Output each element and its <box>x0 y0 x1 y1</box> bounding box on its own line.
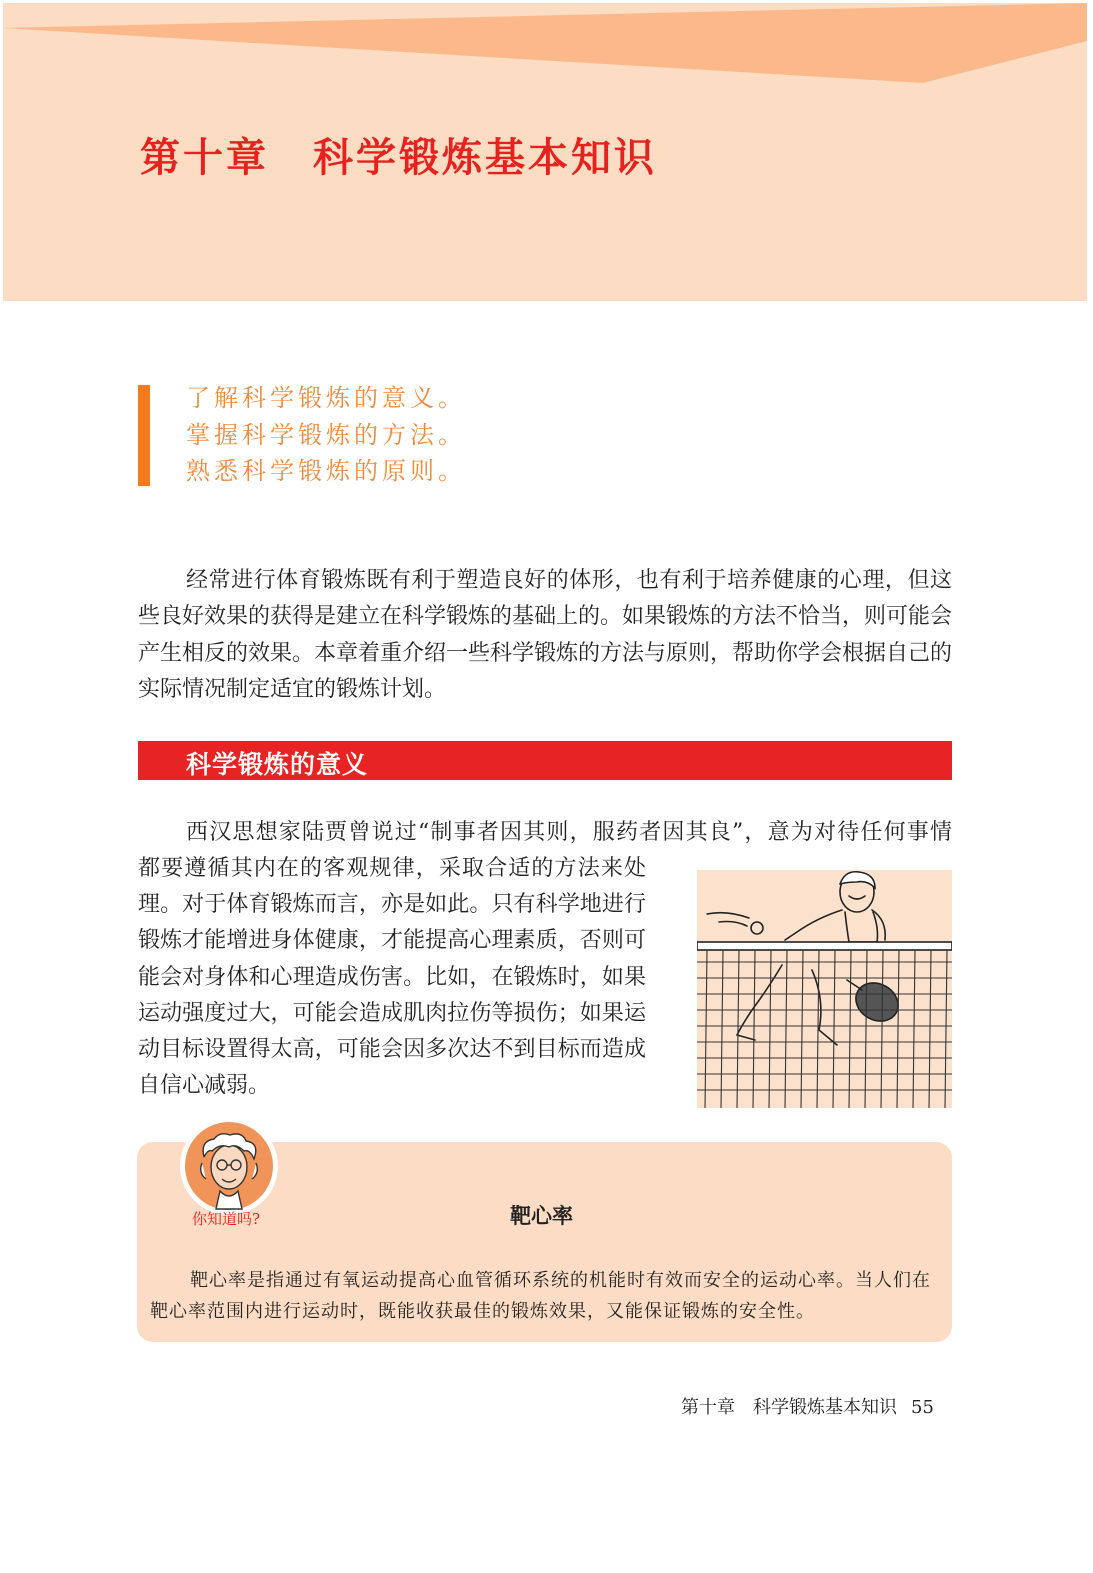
intro-paragraph: 经常进行体育锻炼既有利于塑造良好的体形，也有利于培养健康的心理，但这些良好效果的获得是建立在科学锻炼的基础上的。如果锻炼的方法不恰当，则可能会产生相反的效果。本章着重介绍一些科学锻炼的方法与原则，帮助你学会根据自己的实际情况制定适宜的锻炼计划。 <box>138 568 953 702</box>
footer-chapter-name: 科学锻炼基本知识 <box>753 1397 897 1418</box>
footer-chapter-number: 第十章 <box>681 1397 735 1418</box>
professor-icon <box>180 1117 278 1215</box>
section-first-line: 西汉思想家陆贾曾说过“制事者因其则，服药者因其良”，意为对待任何事情 <box>186 820 952 845</box>
learning-goals <box>186 380 466 490</box>
section-heading-bar <box>138 741 952 780</box>
did-you-know-label: 你知道吗? <box>192 1210 261 1228</box>
goal-item: 掌握科学锻炼的方法。 <box>186 420 466 449</box>
professor-avatar <box>180 1117 278 1215</box>
chapter-name: 科学锻炼基本知识 <box>313 134 657 181</box>
section-paragraph: 都要遵循其内在的客观规律，采取合适的方法来处理。对于体育锻炼而言，亦是如此。只有科学地进行锻炼才能增进身体健康，才能提高心理素质，否则可能会对身体和心理造成伤害。比如，在锻炼时，如果运动强度过大，可能会造成肌肉拉伤等损伤；如果运动目标设置得太高，可能会因多次达不到目标而造成自信心减弱。 <box>138 856 646 1099</box>
goal-item: 了解科学锻炼的意义。 <box>186 384 466 412</box>
section-title: 科学锻炼的意义 <box>186 750 369 779</box>
info-box-body: 靶心率是指通过有氧运动提高心血管循环系统的机能时有效而安全的运动心率。当人们在靶心率范围内进行运动时，既能收获最佳的锻炼效果，又能保证锻炼的安全性。 <box>150 1270 931 1322</box>
info-box-title: 靶心率 <box>510 1204 573 1228</box>
goal-item: 熟悉科学锻炼的原则。 <box>186 457 466 485</box>
tennis-player-illustration <box>697 870 952 1108</box>
goals-accent-bar <box>138 385 150 486</box>
page-number: 55 <box>911 1397 934 1418</box>
chapter-number: 第十章 <box>140 134 269 181</box>
header-wedge <box>3 3 1087 88</box>
tennis-illustration-icon <box>697 870 952 1108</box>
chapter-title <box>140 126 657 183</box>
page-footer <box>681 1393 934 1419</box>
